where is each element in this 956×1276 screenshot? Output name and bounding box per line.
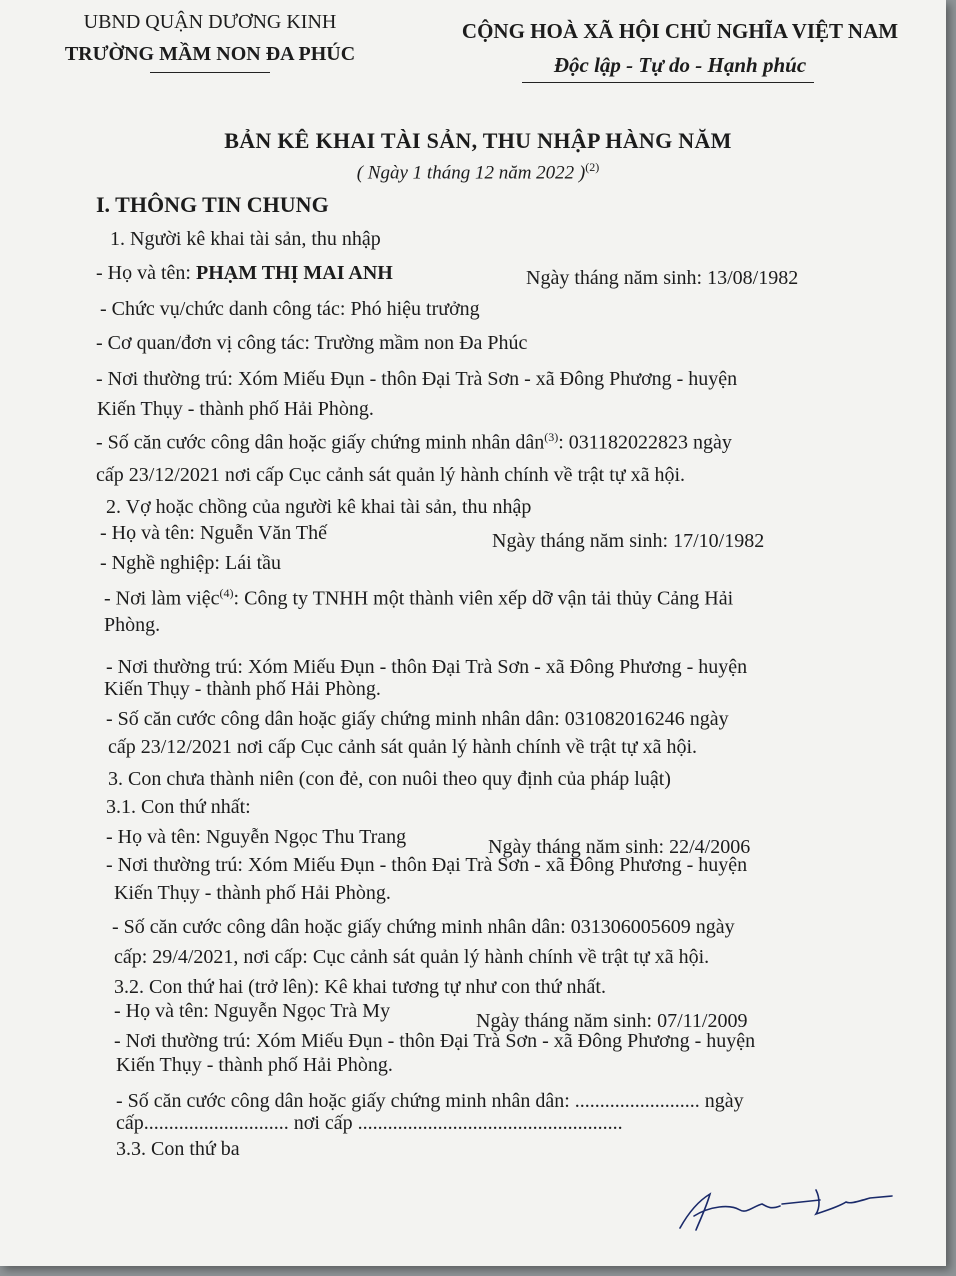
child1-residence-2: Kiến Thụy - thành phố Hải Phòng. <box>114 882 391 904</box>
work-footnote: (4) <box>219 586 234 600</box>
id-footnote: (3) <box>544 430 559 444</box>
declarant-position: - Chức vụ/chức danh công tác: Phó hiệu trưởng <box>100 298 480 320</box>
declarant-workplace: - Cơ quan/đơn vị công tác: Trường mầm non Đa Phúc <box>96 332 528 354</box>
spouse-id-1: - Số căn cước công dân hoặc giấy chứng minh nhân dân: 031082016246 ngày <box>106 708 729 730</box>
motto-underline <box>522 82 814 83</box>
child1-name: - Họ và tên: Nguyễn Ngọc Thu Trang <box>106 826 407 848</box>
org-underline <box>150 72 270 73</box>
work-value: : Công ty TNHH một thành viên xếp dỡ vận tải thủy Cảng Hải <box>233 587 734 610</box>
national-motto <box>430 14 930 82</box>
spouse-name: - Họ và tên: Nguễn Văn Thế <box>100 522 327 544</box>
declarant-dob: Ngày tháng năm sinh: 13/08/1982 <box>526 267 799 289</box>
child2-residence-1: - Nơi thường trú: Xóm Miếu Đụn - thôn Đại Trà Sơn - xã Đông Phương - huyện <box>114 1030 756 1052</box>
child2-id-2: cấp............................. nơi cấp ..................................................... <box>116 1112 623 1134</box>
date-footnote: (2) <box>585 160 600 174</box>
spouse-job: - Nghề nghiệp: Lái tầu <box>100 552 282 574</box>
name-label: - Họ và tên: <box>96 262 196 284</box>
declarant-id-line-1 <box>96 430 732 455</box>
document-date <box>0 160 956 184</box>
section-heading: I. THÔNG TIN CHUNG <box>96 192 329 217</box>
spouse-residence-2: Kiến Thụy - thành phố Hải Phòng. <box>104 678 381 700</box>
org-line-2: TRƯỜNG MẦM NON ĐA PHÚC <box>64 43 356 65</box>
child3-heading: 3.3. Con thứ ba <box>116 1138 240 1160</box>
document-title: BẢN KÊ KHAI TÀI SẢN, THU NHẬP HÀNG NĂM <box>224 128 732 153</box>
declarant-id-line-2: cấp 23/12/2021 nơi cấp Cục cảnh sát quản lý hành chính về trật tự xã hội. <box>96 464 686 486</box>
child1-id-2: cấp: 29/4/2021, nơi cấp: Cục cảnh sát quản lý hành chính về trật tự xã hội. <box>114 946 710 968</box>
child2-residence-2: Kiến Thụy - thành phố Hải Phòng. <box>116 1054 393 1076</box>
date-text: ( Ngày 1 tháng 12 năm 2022 ) <box>356 162 586 184</box>
org-line-1: UBND QUẬN DƯƠNG KINH <box>83 11 337 33</box>
child1-residence-1: - Nơi thường trú: Xóm Miếu Đụn - thôn Đại Trà Sơn - xã Đông Phương - huyện <box>106 854 748 876</box>
spouse-workplace-1 <box>104 586 733 611</box>
declarant-heading: 1. Người kê khai tài sản, thu nhập <box>110 228 381 250</box>
declarant-residence-2: Kiến Thụy - thành phố Hải Phòng. <box>97 398 374 420</box>
nation-line-2: Độc lập - Tự do - Hạnh phúc <box>553 53 807 77</box>
child1-id-1: - Số căn cước công dân hoặc giấy chứng minh nhân dân: 031306005609 ngày <box>112 916 735 938</box>
id-label: - Số căn cước công dân hoặc giấy chứng minh nhân dân <box>96 431 545 454</box>
spouse-id-2: cấp 23/12/2021 nơi cấp Cục cảnh sát quản lý hành chính về trật tự xã hội. <box>108 736 698 758</box>
spouse-dob: Ngày tháng năm sinh: 17/10/1982 <box>492 530 765 552</box>
issuing-organization <box>40 6 380 70</box>
child2-dob: Ngày tháng năm sinh: 07/11/2009 <box>476 1010 748 1032</box>
children-heading: 3. Con chưa thành niên (con đẻ, con nuôi theo quy định của pháp luật) <box>108 768 671 790</box>
child2-heading: 3.2. Con thứ hai (trở lên): Kê khai tương tự như con thứ nhất. <box>114 976 606 998</box>
id-number: : 031182022823 ngày <box>558 431 732 454</box>
child2-name: - Họ và tên: Nguyễn Ngọc Trà My <box>114 1000 391 1022</box>
declarant-name-line <box>96 262 393 285</box>
declarant-name: PHẠM THỊ MAI ANH <box>195 262 393 284</box>
spouse-residence-1: - Nơi thường trú: Xóm Miếu Đụn - thôn Đại Trà Sơn - xã Đông Phương - huyện <box>106 656 748 678</box>
declarant-residence-1: - Nơi thường trú: Xóm Miếu Đụn - thôn Đại Trà Sơn - xã Đông Phương - huyện <box>96 368 738 390</box>
nation-line-1: CỘNG HOÀ XÃ HỘI CHỦ NGHĨA VIỆT NAM <box>461 19 899 43</box>
child1-dob: Ngày tháng năm sinh: 22/4/2006 <box>488 836 751 858</box>
child1-heading: 3.1. Con thứ nhất: <box>106 796 251 818</box>
spouse-heading: 2. Vợ hoặc chồng của người kê khai tài sản, thu nhập <box>106 496 532 518</box>
spouse-workplace-2: Phòng. <box>104 614 161 636</box>
child2-id-1: - Số căn cước công dân hoặc giấy chứng minh nhân dân: ......................... ngày <box>116 1090 744 1112</box>
handwritten-signature <box>670 1180 900 1240</box>
work-label: - Nơi làm việc <box>104 587 220 610</box>
